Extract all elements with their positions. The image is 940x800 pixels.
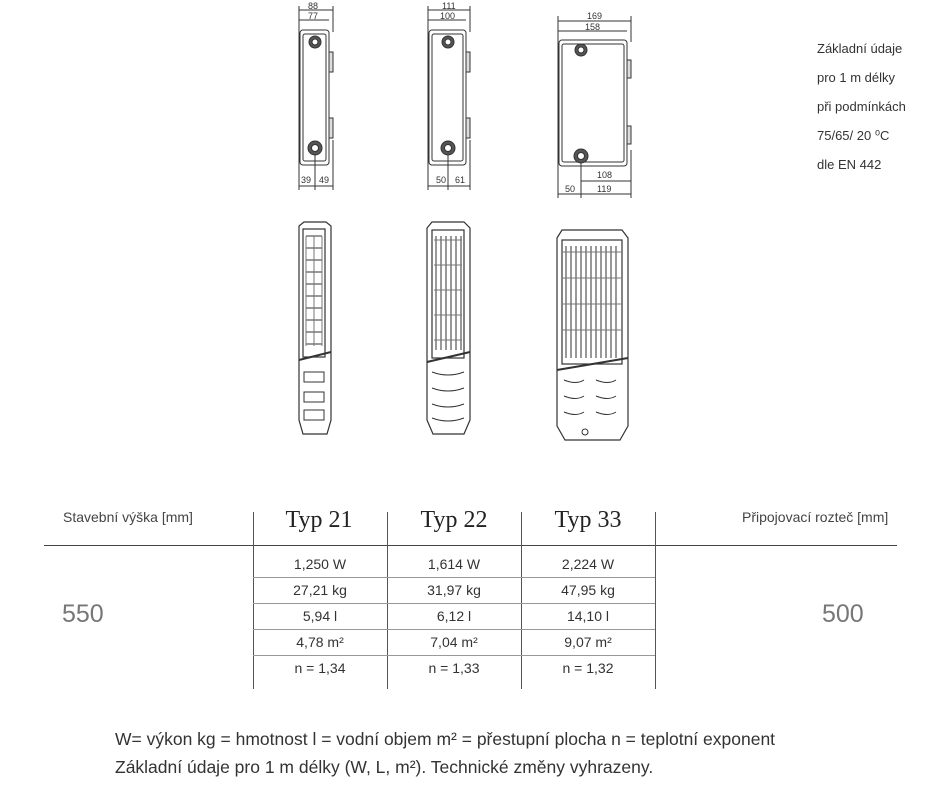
column-divider [655, 512, 656, 689]
type22-inner-width: 100 [440, 11, 456, 21]
legend-line-2: Základní údaje pro 1 m délky (W, L, m²). Technické změny vyhrazeny. [115, 757, 654, 777]
type21-exponent: n = 1,34 [294, 660, 346, 676]
column-divider [521, 512, 522, 689]
type22-surface: 7,04 m² [430, 634, 478, 650]
legend-line-1: W= výkon kg = hmotnost l = vodní objem m² = přestupní plocha n = teplotní exponent [115, 729, 776, 749]
type22-weight: 31,97 kg [427, 582, 481, 598]
type33-water-volume: 14,10 l [566, 608, 610, 624]
info-line: dle EN 442 [817, 157, 882, 172]
column-divider [387, 512, 388, 689]
type21-weight: 27,21 kg [293, 582, 347, 598]
type22-water-volume: 6,12 l [436, 608, 472, 624]
base-conditions-note [817, 34, 906, 179]
building-height-value: 550 [62, 600, 104, 628]
type22-outer-width: 111 [442, 1, 456, 11]
type33-connection-dim: 108 [597, 170, 613, 180]
type33-cross-section [557, 230, 628, 440]
column-divider [253, 512, 254, 689]
info-line: 75/65/ 20 ⁰C [817, 128, 890, 143]
type22-power: 1,614 W [427, 556, 481, 572]
type21-outer-width: 88 [308, 1, 319, 11]
info-line: pro 1 m délky [817, 70, 896, 85]
type33-power: 2,224 W [561, 556, 615, 572]
type21-bottom-dim-2: 49 [319, 175, 330, 185]
type33-bottom-dim-1: 50 [565, 184, 576, 194]
type21-front-view [299, 6, 333, 190]
info-line: při podmínkách [817, 99, 906, 114]
type21-header: Typ 21 [285, 507, 353, 533]
type33-bottom-dim-2: 119 [597, 184, 612, 194]
type33-surface: 9,07 m² [564, 634, 612, 650]
building-height-header: Stavební výška [mm] [63, 509, 193, 525]
type21-surface: 4,78 m² [296, 634, 344, 650]
type22-header: Typ 22 [420, 507, 488, 533]
type33-header: Typ 33 [554, 507, 622, 533]
type21-bottom-dim-1: 39 [301, 175, 312, 185]
connection-spacing-value: 500 [822, 600, 864, 628]
type22-front-view [428, 6, 470, 190]
type22-bottom-dim-2: 61 [455, 175, 466, 185]
type33-weight: 47,95 kg [561, 582, 615, 598]
connection-spacing-header: Připojovací rozteč [mm] [742, 509, 889, 525]
type22-cross-section [427, 222, 470, 434]
type22-exponent: n = 1,33 [428, 660, 480, 676]
type33-outer-width: 169 [587, 11, 603, 21]
type21-power: 1,250 W [293, 556, 347, 572]
type33-front-view [558, 16, 631, 198]
header-rule [44, 545, 897, 546]
type33-inner-width: 158 [585, 22, 601, 32]
info-line: Základní údaje [817, 41, 903, 56]
type21-inner-width: 77 [308, 11, 319, 21]
type21-water-volume: 5,94 l [302, 608, 338, 624]
type22-bottom-dim-1: 50 [436, 175, 447, 185]
type33-exponent: n = 1,32 [562, 660, 614, 676]
